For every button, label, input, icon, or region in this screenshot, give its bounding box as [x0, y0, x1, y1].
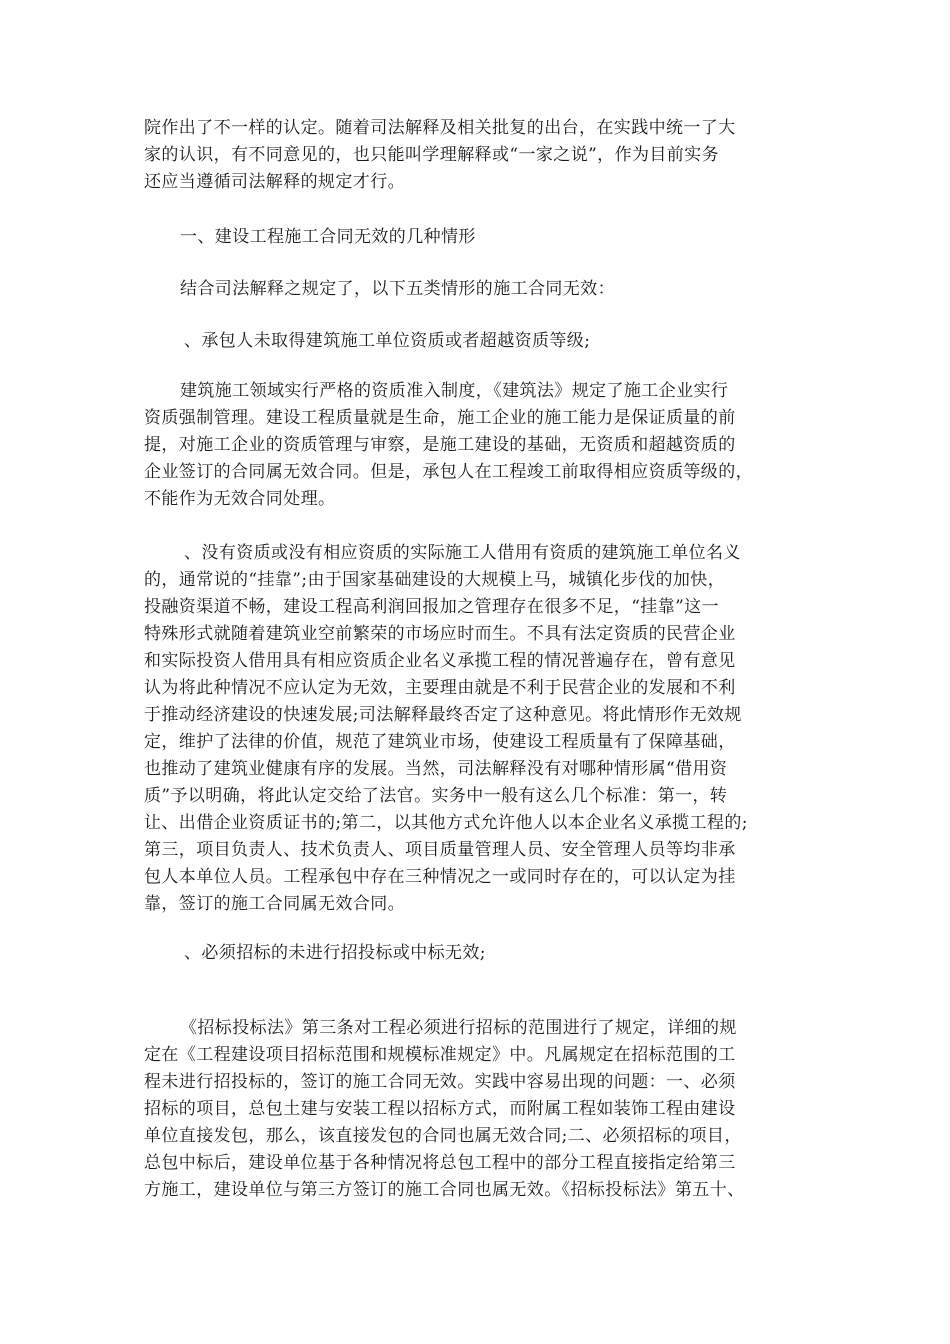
text-line: 靠，签订的施工合同属无效合同。 — [144, 894, 405, 914]
paragraph-affiliation — [144, 540, 816, 918]
text-line: 提，对施工企业的资质管理与审察，是施工建设的基础，无资质和超越资质的 — [144, 435, 736, 455]
paragraph-qualification — [144, 378, 816, 513]
paragraph-summary — [144, 276, 816, 303]
text-line: 招标的项目，总包土建与安装工程以招标方式，而附属工程如装饰工程由建设 — [144, 1099, 736, 1119]
text-line: 的，通常说的“挂靠”;由于国家基础建设的大规模上马，城镇化步伐的加快， — [144, 570, 726, 590]
text-line: 定在《工程建设项目招标范围和规模标准规定》中。凡属规定在招标范围的工 — [144, 1045, 736, 1065]
text-line: 建筑施工领域实行严格的资质准入制度，《建筑法》规定了施工企业实行 — [180, 381, 729, 401]
text-line: 单位直接发包，那么，该直接发包的合同也属无效合同;二、必须招标的项目， — [144, 1126, 742, 1146]
text-line: 投融资渠道不畅，建设工程高利润回报加之管理存在很多不足，“挂靠”这一 — [144, 597, 719, 617]
list-item-text: 、承包人未取得建筑施工单位资质或者超越资质等级; — [184, 331, 591, 351]
text-line: 质”予以明确，将此认定交给了法官。实务中一般有这么几个标准：第一，转 — [144, 786, 728, 806]
text-line: 也推动了建筑业健康有序的发展。当然，司法解释没有对哪种情形属“借用资 — [144, 759, 728, 779]
text-line: 资质强制管理。建设工程质量就是生命，施工企业的施工能力是保证质量的前 — [144, 408, 736, 428]
text-line: 不能作为无效合同处理。 — [144, 489, 336, 509]
text-line: 认为将此种情况不应认定为无效，主要理由就是不利于民营企业的发展和不利 — [144, 678, 736, 698]
text-line: 家的认识，有不同意见的，也只能叫学理解释或“一家之说”，作为目前实务 — [144, 145, 719, 165]
text-line: 包人本单位人员。工程承包中存在三种情况之一或同时存在的，可以认定为挂 — [144, 867, 736, 887]
paragraph-bidding — [144, 1015, 816, 1204]
text-line: 结合司法解释之规定了，以下五类情形的施工合同无效： — [180, 279, 615, 299]
text-line: 还应当遵循司法解释的规定才行。 — [144, 172, 405, 192]
text-line: 第三，项目负责人、技术负责人、项目质量管理人员、安全管理人员等均非承 — [144, 840, 736, 860]
text-line: 定，维护了法律的价值，规范了建筑业市场，使建设工程质量有了保障基础， — [144, 732, 736, 752]
paragraph-intro — [144, 115, 816, 196]
list-item-text: 、必须招标的未进行招投标或中标无效; — [184, 943, 486, 963]
text-line: 于推动经济建设的快速发展;司法解释最终否定了这种意见。将此情形作无效规 — [144, 705, 742, 725]
heading-text: 一、建设工程施工合同无效的几种情形 — [180, 227, 476, 247]
text-line: 企业签订的合同属无效合同。但是，承包人在工程竣工前取得相应资质等级的， — [144, 462, 753, 482]
text-line: 特殊形式就随着建筑业空前繁荣的市场应时而生。不具有法定资质的民营企业 — [144, 624, 736, 644]
text-line: 程未进行招投标的，签订的施工合同无效。实践中容易出现的问题：一、必须 — [144, 1072, 736, 1092]
list-item-1 — [144, 328, 816, 355]
section-heading — [144, 224, 816, 251]
text-line: 方施工，建设单位与第三方签订的施工合同也属无效。《招标投标法》第五十、 — [144, 1180, 745, 1200]
list-item-2 — [144, 940, 816, 967]
text-line: 让、出借企业资质证书的;第二，以其他方式允许他人以本企业名义承揽工程的; — [144, 813, 748, 833]
text-line: 、没有资质或没有相应资质的实际施工人借用有资质的建筑施工单位名义 — [184, 543, 741, 563]
text-line: 院作出了不一样的认定。随着司法解释及相关批复的出台，在实践中统一了大 — [144, 118, 736, 138]
text-line: 总包中标后，建设单位基于各种情况将总包工程中的部分工程直接指定给第三 — [144, 1153, 736, 1173]
text-line: 《招标投标法》第三条对工程必须进行招标的范围进行了规定，详细的规 — [180, 1018, 737, 1038]
text-line: 和实际投资人借用具有相应资质企业名义承揽工程的情况普遍存在，曾有意见 — [144, 651, 736, 671]
